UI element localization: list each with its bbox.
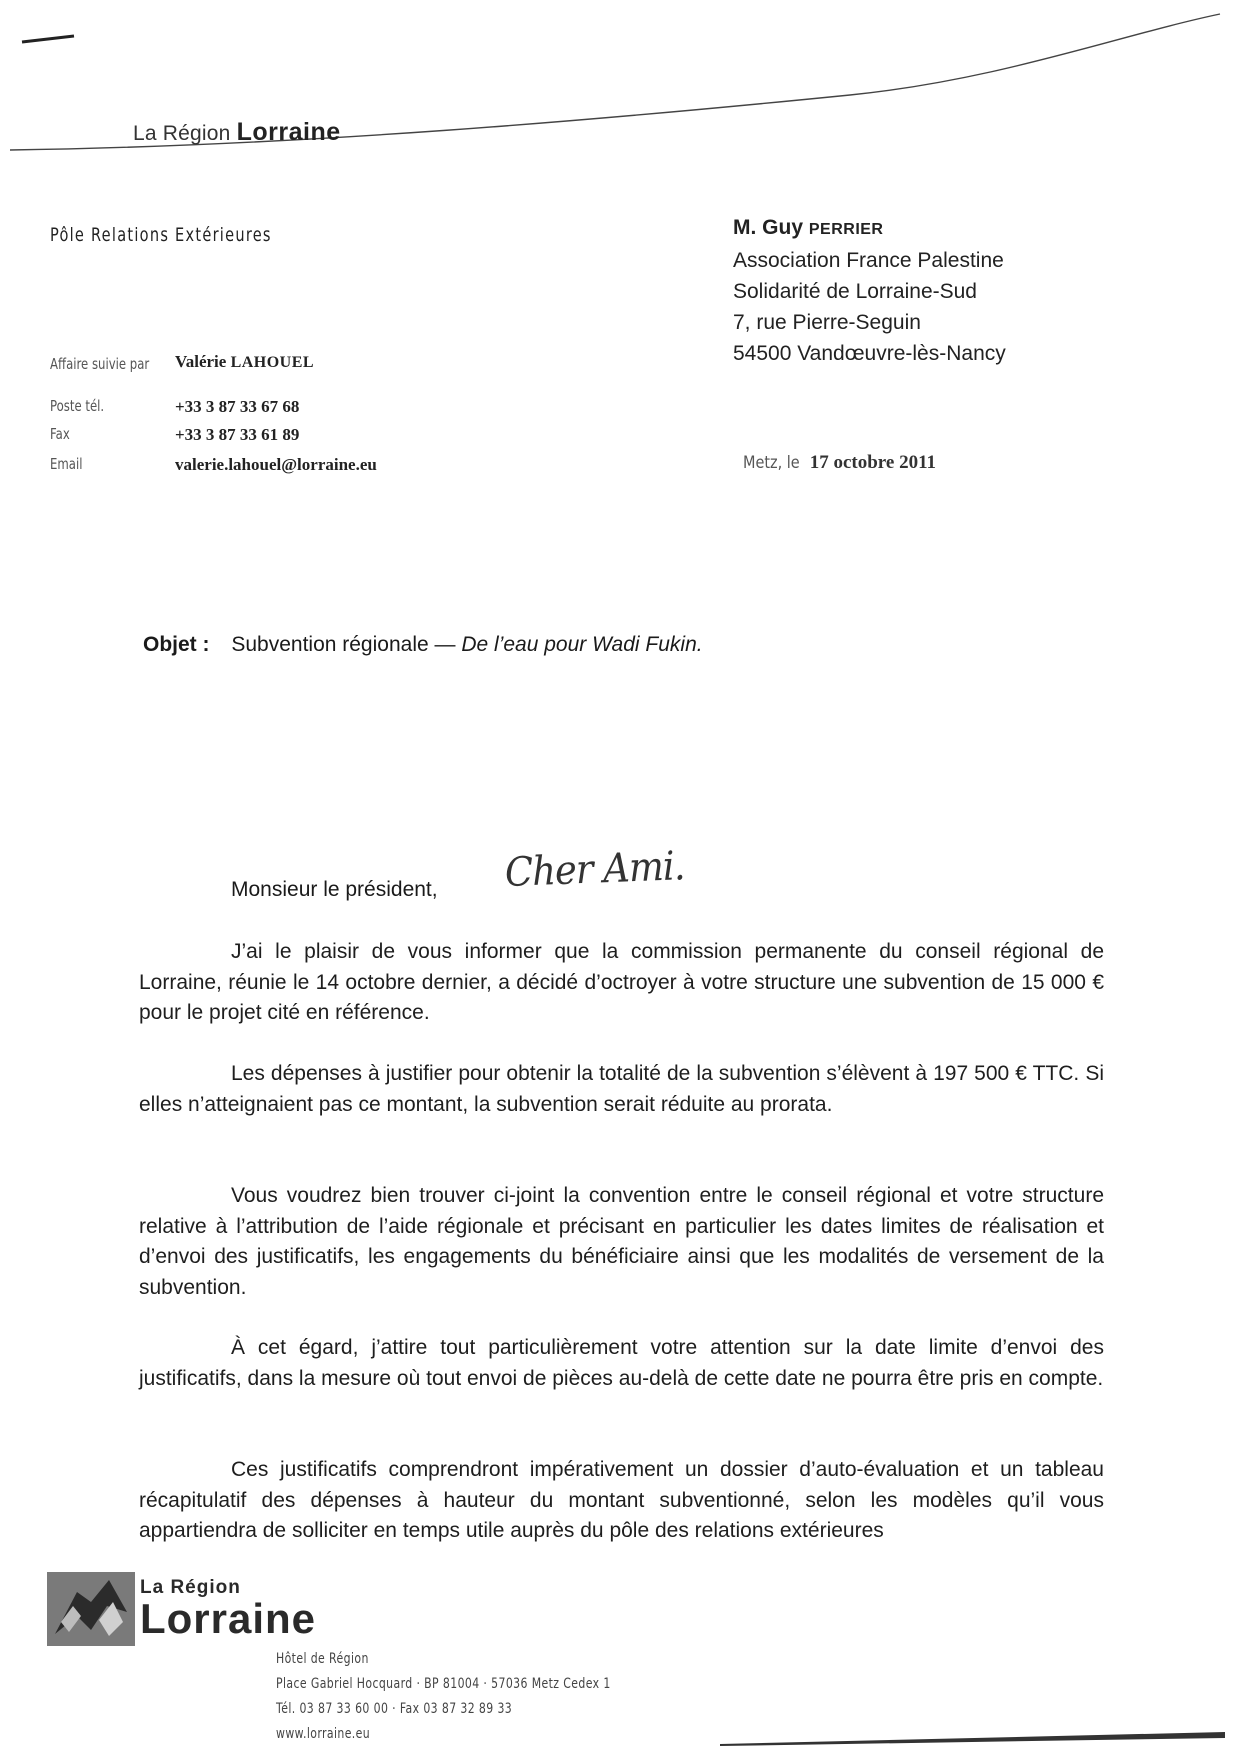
paragraph-1: [139, 937, 1104, 1029]
recipient-title: M. Guy: [733, 216, 804, 239]
phone-label: Poste tél.: [50, 397, 105, 415]
paragraph-4-text: À cet égard, j’attire tout particulièrement votre attention sur la date limite d’envoi des justificatifs, dans la mesure où tout envoi de pièces au-delà de cette date ne pourra être pris en compte.: [139, 1336, 1104, 1390]
subject-italic: De l’eau pour Wadi Fukin.: [461, 633, 703, 656]
affaire-first-name: Valérie: [175, 352, 227, 371]
header-brand-prefix: La Région: [133, 122, 231, 145]
footer-address-line1: Hôtel de Région: [276, 1651, 369, 1667]
fax-label: Fax: [50, 425, 70, 443]
subject-line: [143, 633, 703, 657]
affaire-value: [175, 352, 314, 372]
recipient-line2: Solidarité de Lorraine-Sud: [733, 280, 977, 303]
paragraph-5: [139, 1455, 1104, 1547]
handwritten-greeting: Cher Ami.: [504, 843, 686, 896]
region-logo-icon: [47, 1572, 135, 1646]
recipient-address: [733, 212, 1006, 369]
footer-logo-text: [140, 1577, 317, 1642]
footer-logo-small: La Région: [140, 1577, 241, 1598]
header-brand-name: Lorraine: [236, 118, 341, 146]
email-label: Email: [50, 455, 83, 473]
header-brand: [133, 118, 341, 147]
affaire-label: Affaire suivie par: [50, 355, 150, 373]
sender-department: Pôle Relations Extérieures: [50, 224, 272, 246]
scan-edge-line: [720, 1728, 1230, 1748]
paragraph-2: [139, 1059, 1104, 1120]
subject-label: Objet :: [143, 633, 210, 656]
salutation: Monsieur le président,: [231, 878, 438, 901]
date-value: 17 octobre 2011: [809, 452, 937, 473]
recipient-line3: 7, rue Pierre-Seguin: [733, 311, 921, 334]
recipient-surname: PERRIER: [808, 221, 884, 238]
subject-text: Subvention régionale —: [231, 633, 456, 656]
recipient-line4: 54500 Vandœuvre-lès-Nancy: [733, 342, 1006, 365]
letter-date: [743, 452, 936, 474]
email-value: valerie.lahouel@lorraine.eu: [175, 455, 377, 474]
recipient-line1: Association France Palestine: [733, 249, 1004, 272]
paragraph-3-text: Vous voudrez bien trouver ci-joint la convention entre le conseil régional et votre structure relative à l’attribution de l’aide régionale et précisant en particulier les dates limites de réalisation et d’envoi des justificatifs, les engagements du bénéficiaire ainsi que les modalités de versement de la subvention.: [139, 1184, 1104, 1299]
phone-value: +33 3 87 33 67 68: [175, 397, 300, 416]
date-place: Metz, le: [743, 453, 800, 473]
recipient-name: [733, 212, 1006, 245]
fax-value: +33 3 87 33 61 89: [175, 425, 300, 444]
footer-address-line3: Tél. 03 87 33 60 00 · Fax 03 87 32 89 33: [276, 1701, 513, 1717]
paragraph-1-text: J’ai le plaisir de vous informer que la commission permanente du conseil régional de Lorraine, réunie le 14 octobre dernier, a décidé d’octroyer à votre structure une subvention de 15 000 € pour le projet cité en référence.: [139, 940, 1104, 1024]
paragraph-5-text: Ces justificatifs comprendront impérativement un dossier d’auto-évaluation et un tableau récapitulatif des dépenses à hauteur du montant subventionné, selon les modèles qu’il vous appartiendra de solliciter en temps utile auprès du pôle des relations extérieures: [139, 1458, 1104, 1542]
affaire-last-name: LAHOUEL: [230, 354, 315, 371]
footer-logo-big: Lorraine: [140, 1595, 317, 1642]
footer-address-line2: Place Gabriel Hocquard · BP 81004 · 57036 Metz Cedex 1: [276, 1676, 611, 1692]
footer-address-line4[interactable]: www.lorraine.eu: [276, 1726, 371, 1742]
paragraph-2-text: Les dépenses à justifier pour obtenir la totalité de la subvention s’élèvent à 197 500 € TTC. Si elles n’atteignaient pas ce montant, la subvention serait réduite au prorata.: [139, 1062, 1104, 1116]
paragraph-4: [139, 1333, 1104, 1394]
footer-address: [276, 1647, 611, 1747]
paragraph-3: [139, 1181, 1104, 1303]
